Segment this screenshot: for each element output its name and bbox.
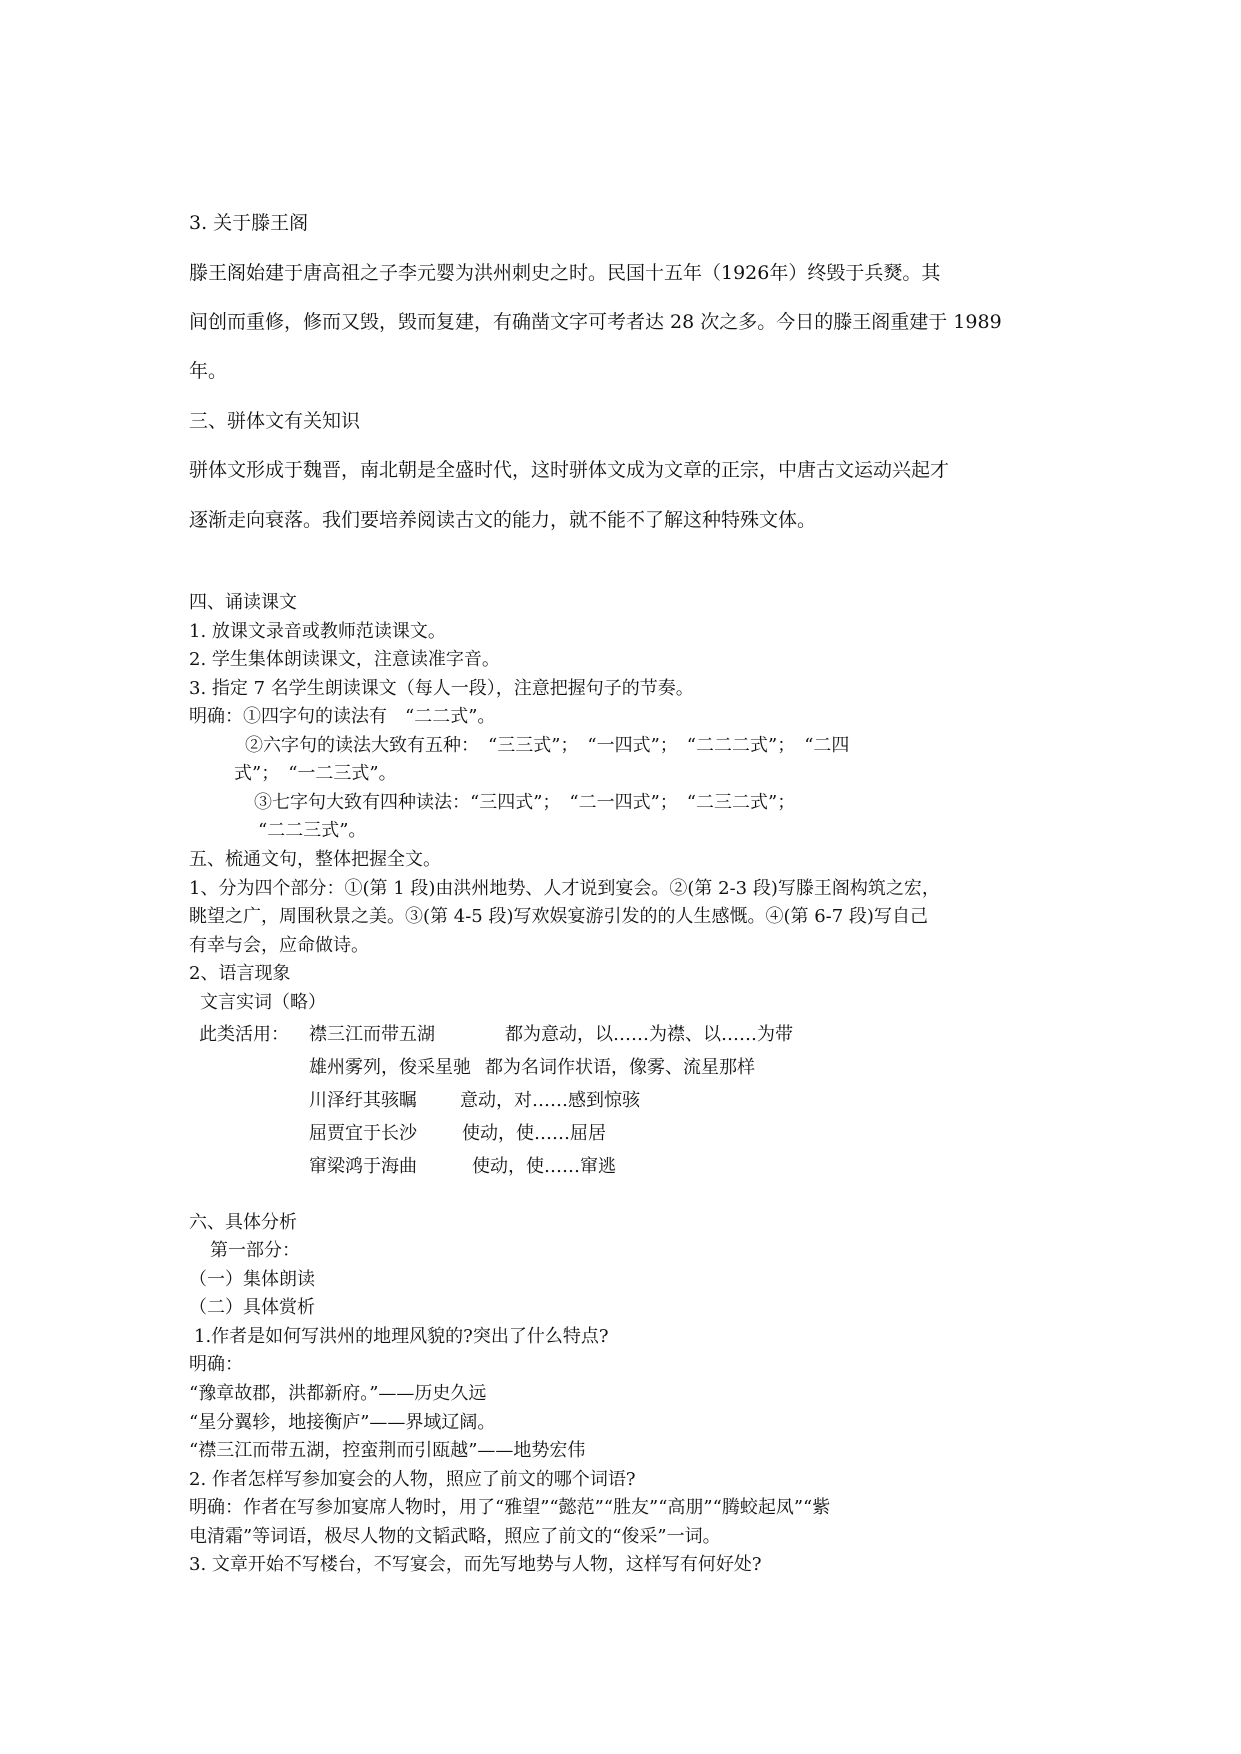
- subsection-heading: 2、语言现象: [189, 963, 291, 984]
- usage-note: 使动，使……屈居: [462, 1123, 606, 1144]
- paragraph-line: 1、分为四个部分：①(第 1 段)由洪州地势、人才说到宴会。②(第 2-3 段)写滕王阁构筑之宏，: [189, 878, 940, 899]
- usage-phrase: 襟三江而带五湖: [309, 1024, 435, 1045]
- paragraph-line: 眺望之广，周围秋景之美。③(第 4-5 段)写欢娱宴游引发的的人生感慨。④(第 6-7 段)写自己: [189, 906, 928, 927]
- usage-note: 意动，对……感到惊骇: [460, 1090, 640, 1111]
- paragraph-line: 3. 文章开始不写楼台，不写宴会，而先写地势与人物，这样写有何好处?: [189, 1554, 762, 1575]
- paragraph-line: 骈体文形成于魏晋，南北朝是全盛时代，这时骈体文成为文章的正宗，中唐古文运动兴起才: [189, 459, 950, 481]
- paragraph-line: “豫章故郡，洪都新府。”——历史久远: [189, 1383, 487, 1404]
- usage-note: 都为名词作状语，像雾、流星那样: [485, 1057, 755, 1078]
- subsection-line: 文言实词（略）: [200, 992, 326, 1013]
- clarify-line: “二二三式”。: [258, 820, 367, 841]
- paragraph-line: 逐渐走向衰落。我们要培养阅读古文的能力，就不能不了解这种特殊文体。: [189, 509, 817, 531]
- paragraph-line: 有幸与会，应命做诗。: [189, 935, 369, 956]
- paragraph-line: 明确：: [189, 1354, 243, 1375]
- paragraph-line: “星分翼轸，地接衡庐”——界域辽阔。: [189, 1412, 496, 1433]
- paragraph-line: “襟三江而带五湖，控蛮荆而引瓯越”——地势宏伟: [189, 1440, 586, 1461]
- paragraph-line: （一）集体朗读: [189, 1269, 315, 1290]
- clarify-line: 明确：①四字句的读法有 “二二式”。: [189, 706, 496, 727]
- clarify-line: 式”； “一二三式”。: [234, 763, 397, 784]
- paragraph-line: 第一部分：: [210, 1240, 300, 1261]
- list-item: 2. 学生集体朗读课文，注意读准字音。: [189, 649, 500, 670]
- section-heading: 六、具体分析: [189, 1212, 297, 1233]
- usage-phrase: 雄州雾列，俊采星驰: [309, 1057, 471, 1078]
- section-heading: 四、诵读课文: [189, 592, 297, 613]
- usage-note: 使动，使……窜逃: [472, 1156, 616, 1177]
- section-heading: 3. 关于滕王阁: [189, 212, 309, 234]
- clarify-line: ②六字句的读法大致有五种： “三三式”； “一四式”； “二二二式”； “二四: [245, 735, 850, 756]
- paragraph-line: 2. 作者怎样写参加宴会的人物，照应了前文的哪个词语?: [189, 1469, 636, 1490]
- paragraph-line: 滕王阁始建于唐高祖之子李元婴为洪州刺史之时。民国十五年（1926年）终毁于兵燹。其: [189, 262, 941, 284]
- usage-phrase: 屈贾宜于长沙: [309, 1123, 417, 1144]
- paragraph-line: 1.作者是如何写洪州的地理风貌的?突出了什么特点?: [194, 1326, 609, 1347]
- paragraph-line: 明确：作者在写参加宴席人物时，用了“雅望”“懿范”“胜友”“高朋”“腾蛟起凤”“紫: [189, 1497, 831, 1518]
- paragraph-line: 间创而重修，修而又毁，毁而复建，有确凿文字可考者达 28 次之多。今日的滕王阁重建于 1989: [189, 311, 1002, 333]
- usage-phrase: 川泽纡其骇瞩: [309, 1090, 417, 1111]
- section-heading: 五、梳通文句，整体把握全文。: [189, 849, 441, 870]
- paragraph-line: 电清霜”等词语，极尽人物的文韬武略，照应了前文的“俊采”一词。: [189, 1526, 721, 1547]
- usage-phrase: 窜梁鸿于海曲: [309, 1156, 417, 1177]
- paragraph-line: （二）具体赏析: [189, 1297, 315, 1318]
- list-item: 3. 指定 7 名学生朗读课文（每人一段），注意把握句子的节奏。: [189, 678, 694, 699]
- usage-label: 此类活用：: [199, 1024, 289, 1045]
- section-heading: 三、骈体文有关知识: [189, 410, 361, 432]
- usage-note: 都为意动，以……为襟、以……为带: [505, 1024, 793, 1045]
- paragraph-line: 年。: [189, 360, 228, 382]
- clarify-line: ③七字句大致有四种读法：“三四式”； “二一四式”； “二三二式”；: [254, 792, 796, 813]
- list-item: 1. 放课文录音或教师范读课文。: [189, 621, 446, 642]
